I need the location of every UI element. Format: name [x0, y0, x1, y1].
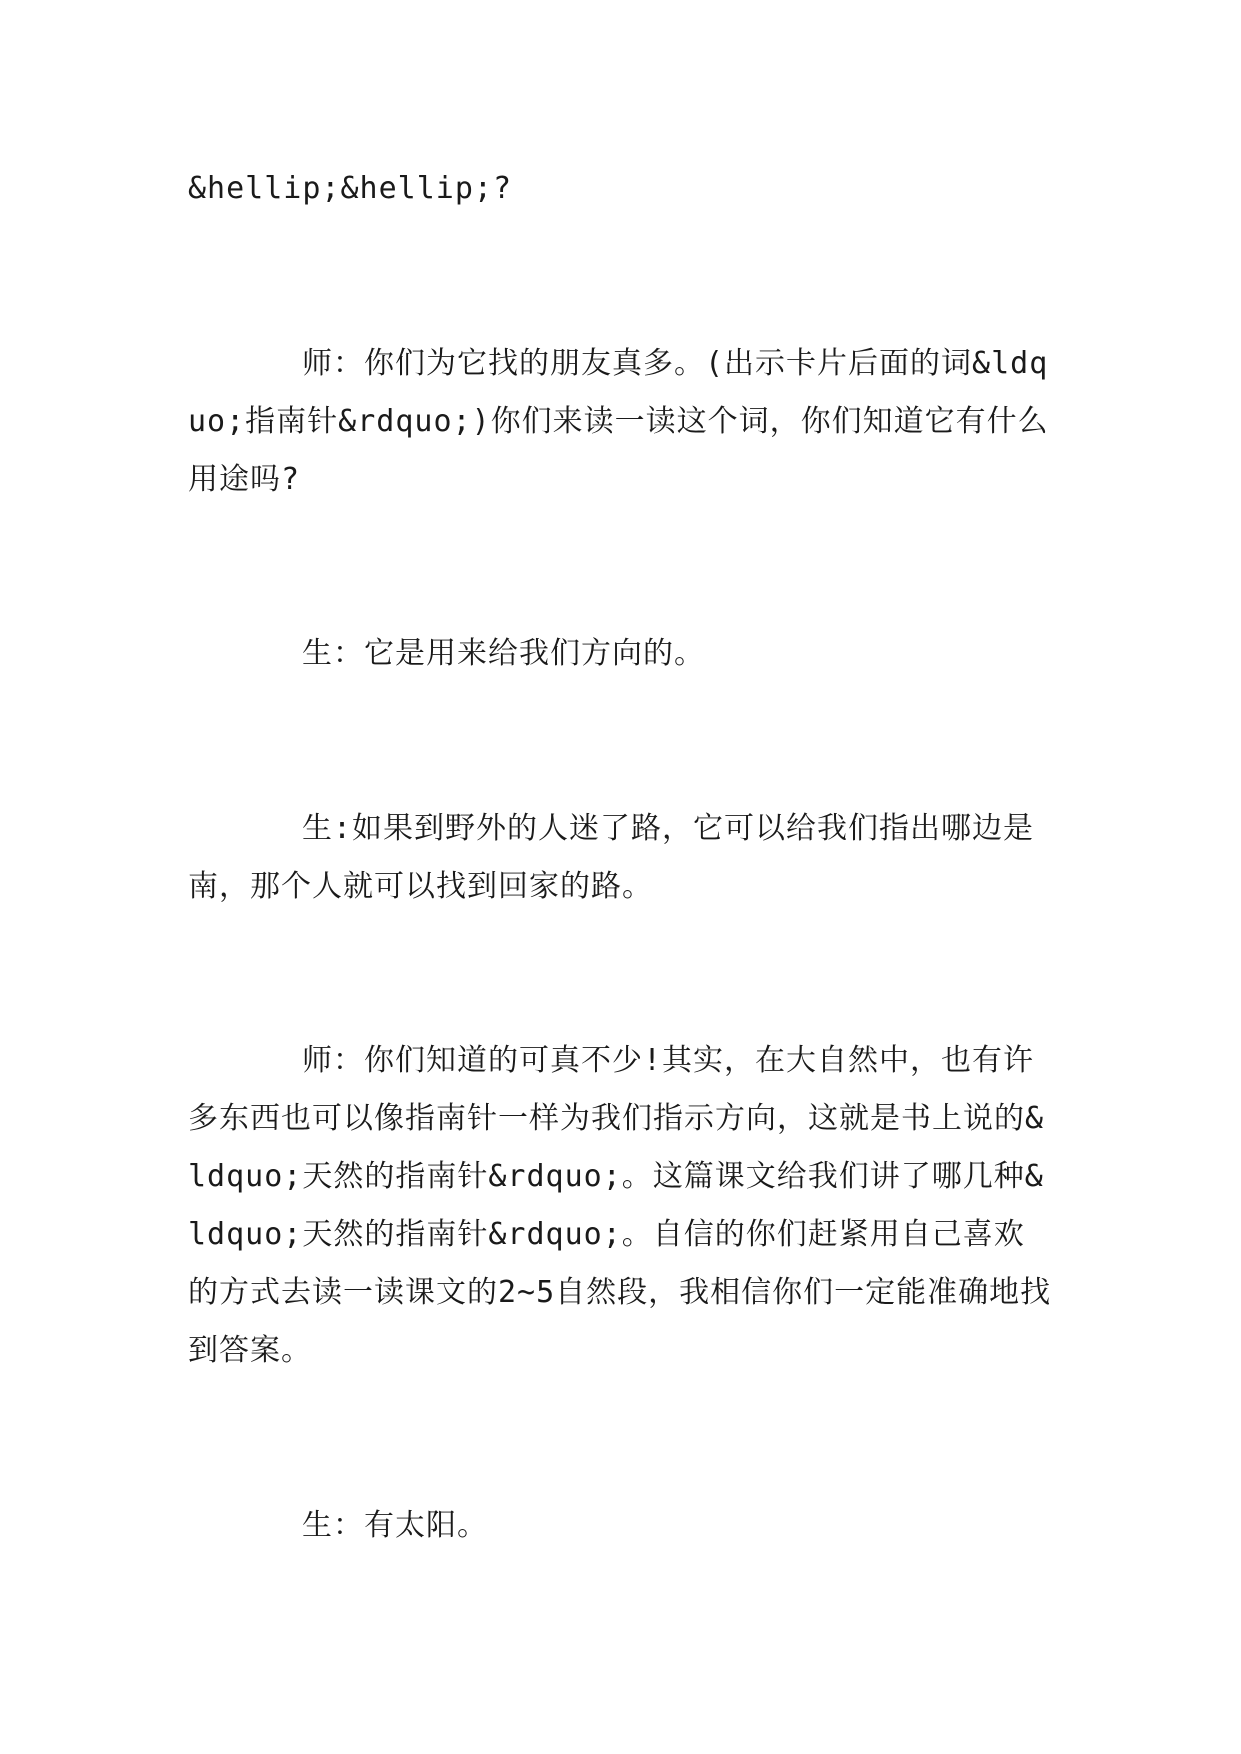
paragraph-student-sun: 生：有太阳。 [302, 1508, 488, 1543]
paragraph-teacher-compass-card: 师：你们为它找的朋友真多。(出示卡片后面的词&ldquo;指南针&rdquo;)你们来读一读这个词，你们知道它有什么用途吗? [188, 346, 1049, 497]
paragraph-ellipsis: &hellip;&hellip;? [188, 171, 513, 206]
paragraph-student-direction: 生：它是用来给我们方向的。 [302, 636, 705, 671]
paragraph-teacher-natural-compass: 师：你们知道的可真不少!其实，在大自然中，也有许多东西也可以像指南针一样为我们指示方向，这就是书上说的&ldquo;天然的指南针&rdquo;。这篇课文给我们讲了哪几种&ldquo;天然的指南针&rdquo;。自信的你们赶紧用自己喜欢的方式去读一读课文的2~5自然段，我相信你们一定能准确地找到答案。 [188, 1043, 1052, 1368]
paragraph-student-lost-wild: 生:如果到野外的人迷了路，它可以给我们指出哪边是南，那个人就可以找到回家的路。 [188, 811, 1035, 904]
